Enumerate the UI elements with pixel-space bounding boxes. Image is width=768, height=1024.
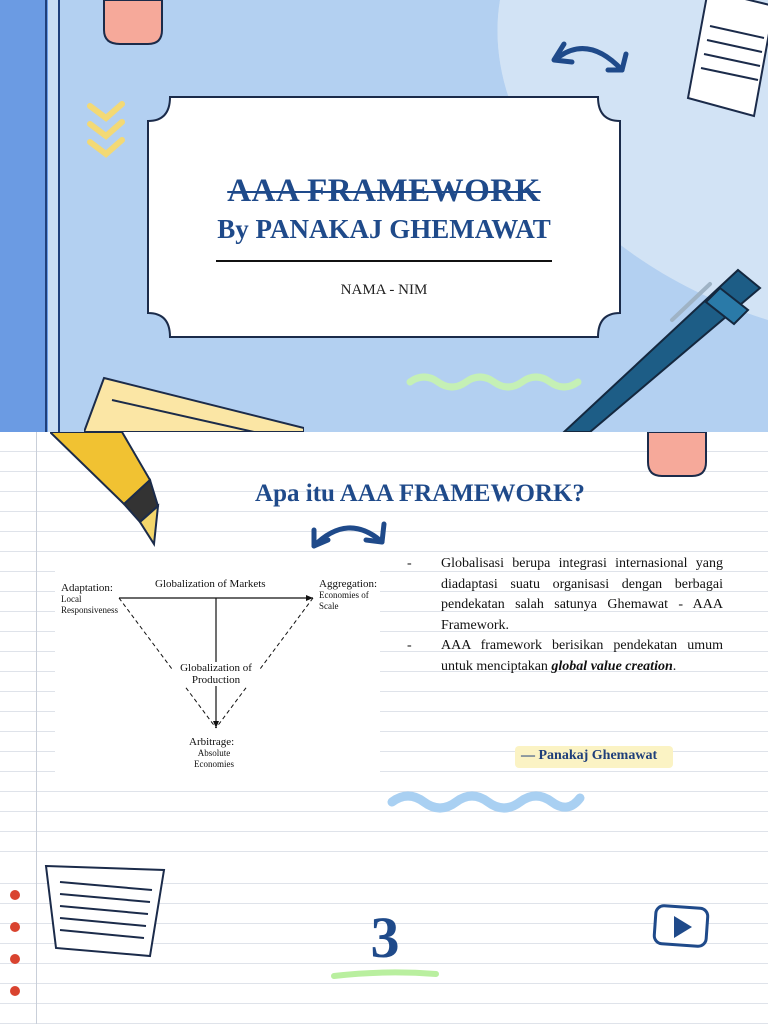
content-slide (0, 432, 768, 864)
diagram-right-sub: Economies of Scale (319, 590, 369, 611)
section-slide (0, 864, 768, 1024)
diagram-bottom-sub: Absolute Economies (194, 748, 234, 769)
sticky-note-icon (84, 372, 304, 432)
curved-arrows-icon (308, 516, 390, 552)
aaa-triangle-diagram (55, 568, 380, 776)
binder-dot (10, 986, 20, 996)
diagram-center-label: Globalization of Production (173, 662, 259, 686)
diagram-left-label: Adaptation: (61, 582, 113, 594)
bullet-text: AAA framework berisikan pendekatan umum untuk menciptakan (441, 638, 723, 674)
presentation-title: AAA FRAMEWORK (227, 173, 541, 209)
paper-note-icon (684, 0, 768, 120)
presentation-subtitle: By PANAKAJ GHEMAWAT (217, 214, 551, 244)
author-line: NAMA - NIM (340, 282, 428, 298)
notebook-spine (0, 0, 48, 432)
pencil-eraser-icon (100, 0, 166, 48)
curved-arrows-icon (550, 34, 634, 88)
bullet-list (403, 554, 723, 677)
bullet-item: - Globalisasi berupa integrasi internasional yang diadaptasi suatu organisasi dengan berbagai pendekatan salah satunya Ghemawat - AAA Framework. (407, 556, 723, 633)
quote-attribution: — Panakaj Ghemawat (515, 746, 673, 768)
paper-note-icon (40, 864, 170, 960)
bullet-item: - AAA framework berisikan pendekatan umum untuk menciptakan global value creation. (407, 638, 723, 674)
slide-title: Apa itu AAA FRAMEWORK? (255, 480, 585, 507)
pen-icon (560, 262, 768, 432)
binder-dot (10, 922, 20, 932)
chevrons-icon (84, 96, 130, 166)
play-button-icon (652, 904, 710, 950)
emphasis-text: global value creation (551, 658, 673, 674)
diagram-left-sub: Local Responsiveness (61, 594, 118, 615)
pencil-eraser-icon (646, 432, 708, 480)
binder-dot (10, 890, 20, 900)
title-card (146, 95, 622, 339)
title-slide (0, 0, 768, 432)
diagram-right-label: Aggregation: (319, 578, 378, 590)
squiggle-icon (386, 788, 586, 818)
diagram-bottom-label: Arbitrage: (189, 736, 235, 748)
diagram-top-label: Globalization of Markets (155, 578, 266, 590)
section-number: 3 (370, 905, 400, 970)
divider (216, 260, 552, 262)
binder-dot (10, 954, 20, 964)
bullet-text: Globalisasi berupa integrasi internasional yang diadaptasi suatu organisasi dengan berbagai pendekatan salah satunya Ghemawat - AAA Framework. (441, 556, 723, 633)
underline-squiggle (330, 968, 440, 982)
